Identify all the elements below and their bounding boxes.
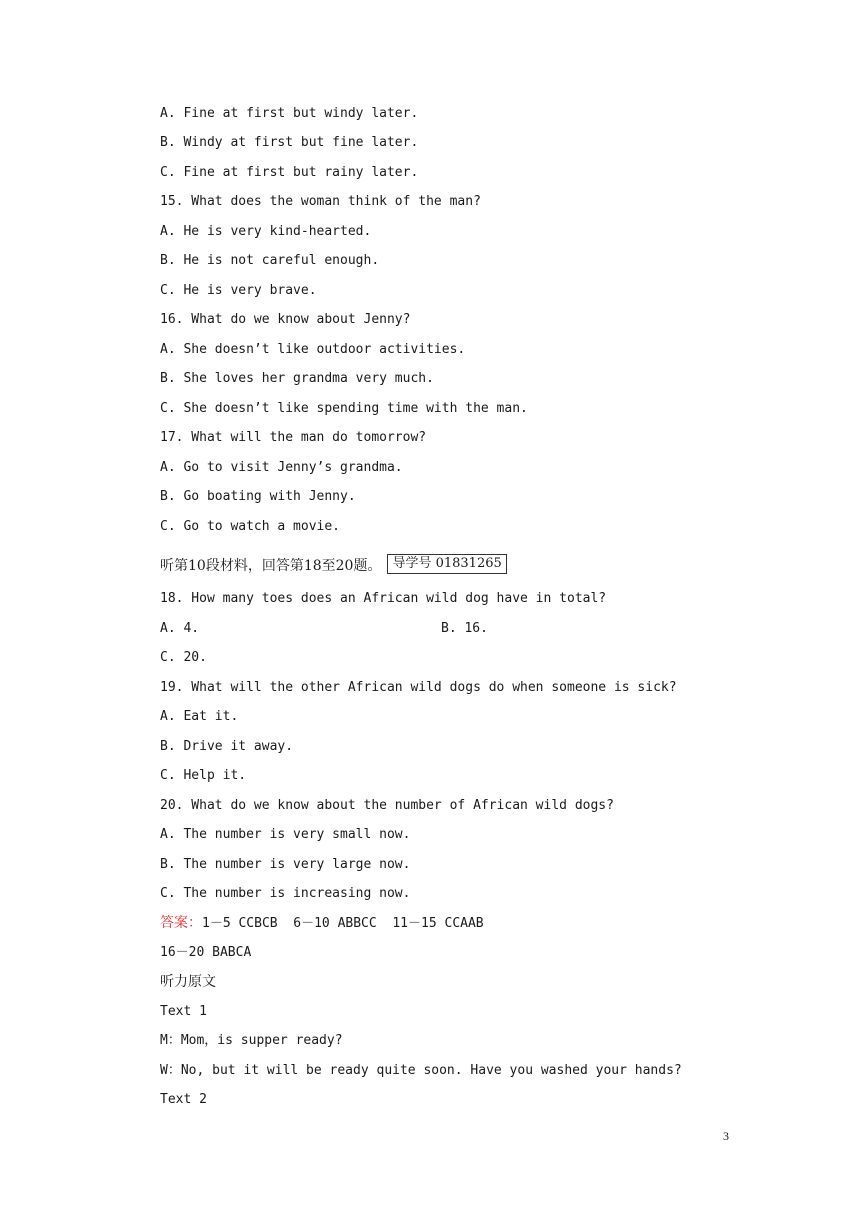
option-line: A. She doesn’t like outdoor activities.: [160, 342, 466, 357]
dialogue-line: W：No, but it will be ready quite soon. Have you washed your hands?: [160, 1063, 682, 1078]
text-heading: Text 1: [160, 1004, 207, 1019]
option-line: B. 16.: [441, 621, 488, 636]
option-line: C. He is very brave.: [160, 283, 317, 298]
text-heading: Text 2: [160, 1092, 207, 1107]
option-line: B. Windy at first but fine later.: [160, 135, 419, 150]
option-line: A. Eat it.: [160, 709, 239, 724]
option-line: A. The number is very small now.: [160, 827, 411, 842]
guide-number-box: 导学号 01831265: [387, 554, 506, 574]
answer-values: 1－5 CCBCB 6－10 ABBCC 11－15 CCAAB: [202, 916, 484, 931]
option-line: C. Go to watch a movie.: [160, 519, 341, 534]
option-line: B. She loves her grandma very much.: [160, 371, 434, 386]
section-instruction: [160, 557, 507, 577]
answer-label: 答案：: [160, 915, 202, 931]
question-16: 16. What do we know about Jenny?: [160, 312, 411, 327]
option-line: A. Go to visit Jenny’s grandma.: [160, 460, 403, 475]
question-19: 19. What will the other African wild dogs do when someone is sick?: [160, 680, 677, 695]
option-line: B. Go boating with Jenny.: [160, 489, 356, 504]
option-line: C. 20.: [160, 650, 207, 665]
question-15: 15. What does the woman think of the man?: [160, 194, 481, 209]
answer-line-2: 16－20 BABCA: [160, 945, 252, 960]
option-line: B. Drive it away.: [160, 739, 294, 754]
section-instruction-text: 听第10段材料，回答第18至20题。: [160, 558, 382, 574]
dialogue-line: M：Mom，is supper ready?: [160, 1033, 343, 1048]
option-line: C. Fine at first but rainy later.: [160, 165, 419, 180]
page-number: 3: [723, 1129, 729, 1143]
option-line: A. 4.: [160, 621, 200, 636]
option-line: A. He is very kind-hearted.: [160, 224, 372, 239]
answer-line: [160, 914, 484, 933]
option-line: B. He is not careful enough.: [160, 253, 380, 268]
question-17: 17. What will the man do tomorrow?: [160, 430, 427, 445]
option-line: A. Fine at first but windy later.: [160, 106, 419, 121]
transcript-heading: 听力原文: [160, 974, 216, 990]
option-line: B. The number is very large now.: [160, 857, 411, 872]
option-line: C. Help it.: [160, 768, 247, 783]
option-line: C. The number is increasing now.: [160, 886, 411, 901]
question-18: 18. How many toes does an African wild dog have in total?: [160, 591, 607, 606]
question-20: 20. What do we know about the number of African wild dogs?: [160, 798, 614, 813]
option-line: C. She doesn’t like spending time with the man.: [160, 401, 528, 416]
